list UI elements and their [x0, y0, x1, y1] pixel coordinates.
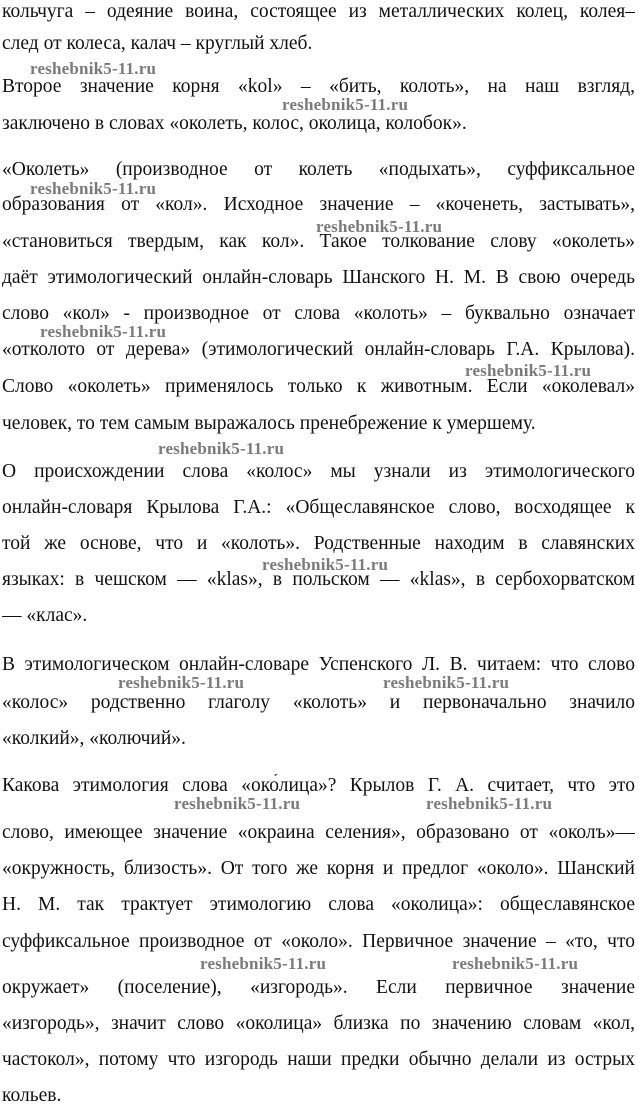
- text-line-5: «Околеть» (производное от колеть «подыхать», суффиксальное: [2, 159, 635, 180]
- watermark: reshebnik5-11.ru: [30, 59, 157, 78]
- watermark: reshebnik5-11.ru: [282, 95, 409, 114]
- watermark: reshebnik5-11.ru: [174, 794, 301, 813]
- text-line-2: след от колеса, калач – круглый хлеб.: [2, 33, 313, 54]
- text-line-27: «изгородь», значит слово «околица» близка по значению словам «кол,: [2, 1013, 635, 1034]
- text-line-20: «колкий», «колючий».: [2, 728, 186, 749]
- text-line-17: — «клас».: [2, 605, 88, 626]
- text-line-21: Какова этимология слова «око́лица»? Крылов Г. А. считает, что это: [2, 775, 635, 796]
- watermark: reshebnik5-11.ru: [452, 954, 579, 973]
- text-line-3: Второе значение корня «kol» – «бить, колоть», на наш взгляд,: [2, 76, 635, 97]
- text-line-25: суффиксальное производное от «около». Первичное значение – «то, что: [2, 931, 635, 952]
- text-line-1: кольчуга – одеяние воина, состоящее из металлических колец, колея–: [2, 1, 635, 22]
- text-line-26: окружает» (поселение), «изгородь». Если первичное значение: [2, 977, 635, 998]
- watermark: reshebnik5-11.ru: [383, 673, 510, 692]
- watermark: reshebnik5-11.ru: [465, 361, 592, 380]
- text-line-15: той же основе, что и «колоть». Родственные находим в славянских: [2, 533, 635, 554]
- text-line-7: «становиться твердым, как кол». Такое толкование слову «околеть»: [2, 231, 635, 252]
- watermark: reshebnik5-11.ru: [426, 794, 553, 813]
- text-line-13: О происхождении слова «колос» мы узнали из этимологического: [2, 461, 635, 482]
- text-line-18: В этимологическом онлайн-словаре Успенского Л. В. читаем: что слово: [2, 654, 635, 675]
- text-line-14: онлайн-словаря Крылова Г.А.: «Общеславянское слово, восходящее к: [2, 497, 635, 518]
- text-line-24: Н. М. так трактует этимологию слова «околица»: общеславянское: [2, 894, 635, 915]
- text-line-6: образования от «кол». Исходное значение – «коченеть, застывать»,: [2, 194, 635, 215]
- watermark: reshebnik5-11.ru: [40, 322, 167, 341]
- text-line-23: «окружность, близость». От того же корня и предлог «около». Шанский: [2, 858, 635, 879]
- text-line-11: Слово «околеть» применялось только к животным. Если «околевал»: [2, 376, 635, 397]
- text-line-4: заключено в словах «околеть, колос, околица, колобок».: [2, 113, 467, 134]
- text-line-9: слово «кол» - производное от слова «колоть» – буквально означает: [2, 303, 635, 324]
- text-line-16: языках: в чешском — «klas», в польском — «klas», в сербохорватском: [2, 569, 635, 590]
- text-line-29: кольев.: [2, 1085, 62, 1106]
- watermark: reshebnik5-11.ru: [262, 555, 389, 574]
- text-line-8: даёт этимологический онлайн-словарь Шанского Н. М. В свою очередь: [2, 267, 635, 288]
- text-line-22: слово, имеющее значение «окраина селения», образовано от «околъ»—: [2, 822, 635, 843]
- watermark: reshebnik5-11.ru: [200, 954, 327, 973]
- text-line-28: частокол», потому что изгородь наши предки обычно делали из острых: [2, 1049, 635, 1070]
- watermark: reshebnik5-11.ru: [158, 439, 285, 458]
- text-line-19: «колос» родственно глаголу «колоть» и первоначально значило: [2, 692, 635, 713]
- watermark: reshebnik5-11.ru: [316, 217, 443, 236]
- text-line-10: «отколото от дерева» (этимологический онлайн-словарь Г.А. Крылова).: [2, 339, 635, 360]
- watermark: reshebnik5-11.ru: [118, 673, 245, 692]
- watermark: reshebnik5-11.ru: [30, 179, 157, 198]
- text-line-12: человек, то тем самым выражалось пренебрежение к умершему.: [2, 413, 536, 434]
